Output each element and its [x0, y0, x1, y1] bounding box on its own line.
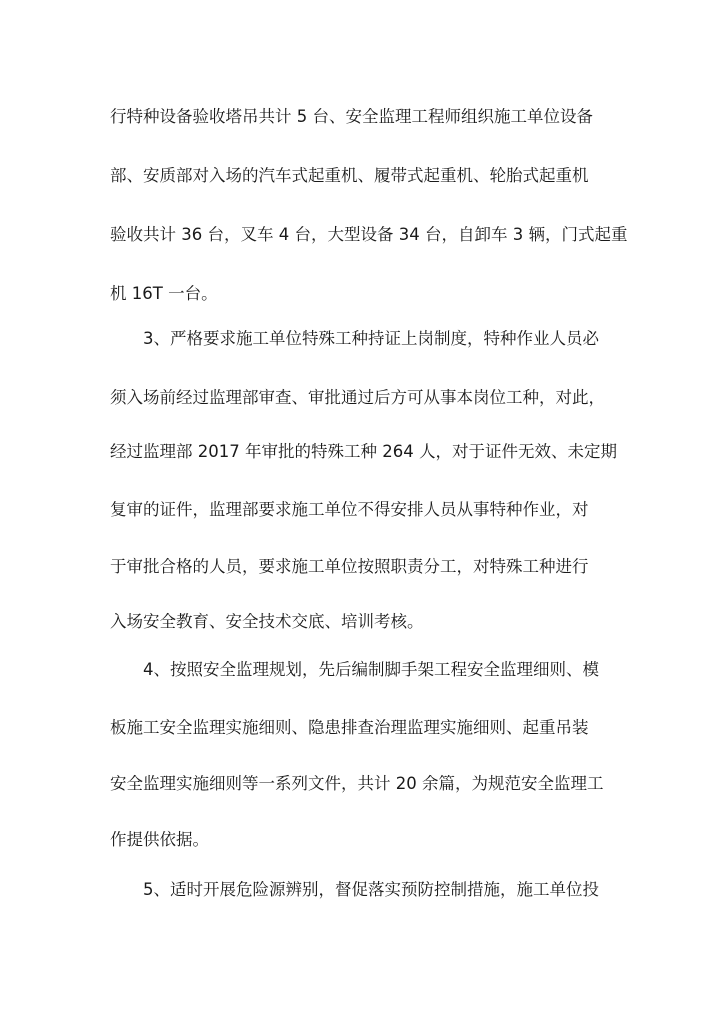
paragraph-line-8: 复审的证件，监理部要求施工单位不得安排人员从事特种作业，对	[110, 500, 589, 519]
paragraph-line-6: 须入场前经过监理部审查、审批通过后方可从事本岗位工种，对此，	[110, 388, 605, 407]
paragraph-line-11: 4、按照安全监理规划，先后编制脚手架工程安全监理细则、模	[143, 660, 599, 679]
paragraph-line-14: 作提供依据。	[110, 830, 209, 849]
paragraph-line-5: 3、严格要求施工单位特殊工种持证上岗制度，特种作业人员必	[143, 329, 599, 348]
paragraph-line-1: 行特种设备验收塔吊共计 5 台、安全监理工程师组织施工单位设备	[110, 107, 593, 126]
paragraph-line-9: 于审批合格的人员，要求施工单位按照职责分工，对特殊工种进行	[110, 557, 589, 576]
paragraph-line-2: 部、安质部对入场的汽车式起重机、履带式起重机、轮胎式起重机	[110, 166, 589, 185]
paragraph-line-10: 入场安全教育、安全技术交底、培训考核。	[110, 612, 424, 631]
paragraph-line-12: 板施工安全监理实施细则、隐患排查治理监理实施细则、起重吊装	[110, 718, 589, 737]
paragraph-line-13: 安全监理实施细则等一系列文件，共计 20 余篇，为规范安全监理工	[110, 774, 604, 793]
paragraph-line-3: 验收共计 36 台，叉车 4 台，大型设备 34 台，自卸车 3 辆，门式起重	[110, 225, 628, 244]
paragraph-line-4: 机 16T 一台。	[110, 284, 218, 303]
paragraph-line-7: 经过监理部 2017 年审批的特殊工种 264 人，对于证件无效、未定期	[110, 442, 617, 461]
paragraph-line-15: 5、适时开展危险源辨别，督促落实预防控制措施，施工单位投	[143, 880, 599, 899]
